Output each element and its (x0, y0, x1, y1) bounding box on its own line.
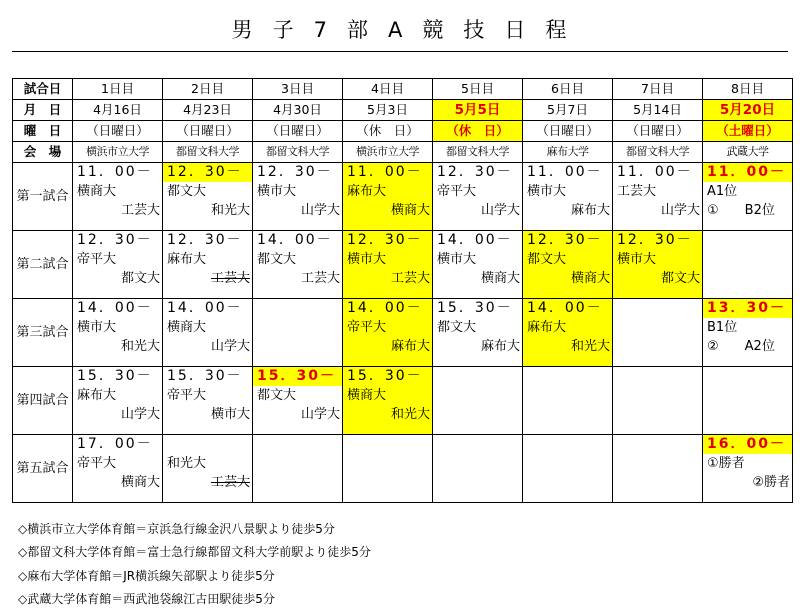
away-team: 山学大 (660, 203, 700, 218)
title-char: 技 (463, 18, 487, 42)
match-time: 16．00－ (703, 435, 792, 454)
weekday-cell: （日曜日） (163, 121, 253, 142)
home-team: ①勝者 (707, 456, 745, 471)
match-time: 11．00－ (347, 164, 423, 180)
match-time: 12．30－ (167, 232, 243, 248)
match-time: 12．30－ (523, 231, 612, 250)
game-label: 第五試合 (13, 435, 73, 503)
game-cell (523, 299, 613, 367)
venue-notes (18, 518, 371, 611)
weekday-cell: （日曜日） (73, 121, 163, 142)
game-cell (73, 231, 163, 299)
date-cell: 5月7日 (523, 100, 613, 121)
away-team: 横商大 (120, 475, 160, 490)
weekday-cell: （土曜日） (703, 121, 793, 142)
home-team: 横市大 (77, 320, 117, 335)
match-time: 15．30－ (167, 368, 243, 384)
day-cell: 3日目 (253, 79, 343, 100)
page-title (160, 14, 640, 44)
home-team: 麻布大 (347, 184, 387, 199)
day-cell: 7日目 (613, 79, 703, 100)
venue-cell: 都留文科大学 (163, 142, 253, 163)
title-char: 日 (504, 18, 528, 42)
home-team: 麻布大 (77, 388, 117, 403)
day-cell: 4日目 (343, 79, 433, 100)
title-char: 男 (231, 18, 255, 42)
home-team: B1位 (707, 320, 738, 335)
date-cell: 4月30日 (253, 100, 343, 121)
date-cell: 4月23日 (163, 100, 253, 121)
match-time: 15．30－ (253, 367, 342, 386)
match-time: 15．30－ (77, 368, 153, 384)
game-cell (523, 163, 613, 231)
away-team: 山学大 (480, 203, 520, 218)
away-team: ② A2位 (707, 339, 775, 354)
game-cell (433, 367, 523, 435)
match-time: 11．00－ (617, 164, 693, 180)
game-label: 第四試合 (13, 367, 73, 435)
weekday-cell: （日曜日） (613, 121, 703, 142)
away-team: 都文大 (660, 271, 700, 286)
game-cell (73, 299, 163, 367)
home-team: 麻布大 (167, 252, 207, 267)
home-team: 都文大 (527, 252, 567, 267)
away-team: 都文大 (120, 271, 160, 286)
home-team: 横商大 (347, 388, 387, 403)
day-cell: 1日目 (73, 79, 163, 100)
match-time: 14．00－ (257, 232, 333, 248)
weekday-label: 曜 日 (13, 121, 73, 142)
away-team: 山学大 (120, 407, 160, 422)
match-time: 11．00－ (527, 164, 603, 180)
match-time: 14．00－ (523, 299, 612, 318)
home-team: A1位 (707, 184, 738, 199)
weekday-cell: （休 日） (343, 121, 433, 142)
game-cell (703, 163, 793, 231)
away-team: 工芸大 (120, 203, 160, 218)
game-cell (73, 367, 163, 435)
game-cell (433, 435, 523, 503)
game-cell (73, 435, 163, 503)
date-cell: 5月5日 (433, 100, 523, 121)
away-team: 山学大 (300, 203, 340, 218)
away-team: 和光大 (120, 339, 160, 354)
day-label: 試合日 (13, 79, 73, 100)
game-cell (703, 435, 793, 503)
away-team: 横商大 (570, 271, 610, 286)
home-team: 麻布大 (527, 320, 567, 335)
game-cell (703, 231, 793, 299)
match-time (163, 435, 252, 454)
match-time: 12．30－ (163, 163, 252, 182)
home-team: 帝平大 (437, 184, 477, 199)
home-team: 工芸大 (617, 184, 657, 199)
game-cell (343, 435, 433, 503)
match-time: 15．30－ (347, 368, 423, 384)
away-team: 和光大 (570, 339, 610, 354)
venue-cell: 横浜市立大学 (343, 142, 433, 163)
away-team: ②勝者 (752, 475, 790, 490)
date-label: 月 日 (13, 100, 73, 121)
away-team: ① B2位 (707, 203, 775, 218)
game-cell (253, 163, 343, 231)
away-team: 山学大 (210, 339, 250, 354)
home-team: 和光大 (167, 456, 207, 471)
weekday-cell: （休 日） (433, 121, 523, 142)
venue-cell: 横浜市立大学 (73, 142, 163, 163)
date-cell: 5月20日 (703, 100, 793, 121)
game-cell (163, 163, 253, 231)
game-cell (523, 367, 613, 435)
match-time: 12．30－ (437, 164, 513, 180)
game-cell (343, 231, 433, 299)
home-team: 都文大 (167, 184, 207, 199)
venue-note: ◇都留文科大学体育館＝富士急行線都留文科大学前駅より徒歩5分 (18, 545, 371, 560)
away-team: 工芸大 (300, 271, 340, 286)
home-team: 横商大 (77, 184, 117, 199)
weekday-cell: （日曜日） (523, 121, 613, 142)
game-cell (523, 231, 613, 299)
title-char: A (388, 18, 405, 42)
away-team: 麻布大 (480, 339, 520, 354)
venue-note: ◇麻布大学体育館＝JR横浜線矢部駅より徒歩5分 (18, 568, 275, 583)
game-cell (613, 367, 703, 435)
venue-note: ◇横浜市立大学体育館＝京浜急行線金沢八景駅より徒歩5分 (18, 522, 335, 536)
game-cell (433, 299, 523, 367)
game-cell (433, 231, 523, 299)
game-cell (163, 299, 253, 367)
match-time: 12．30－ (613, 231, 702, 250)
game-cell (613, 299, 703, 367)
game-cell (163, 367, 253, 435)
venue-note: ◇武蔵大学体育館＝西武池袋線江古田駅徒歩5分 (18, 591, 275, 606)
away-team: 工芸大 (210, 475, 250, 490)
game-cell (703, 367, 793, 435)
date-cell: 4月16日 (73, 100, 163, 121)
schedule-table (12, 78, 793, 503)
home-team: 横市大 (347, 252, 387, 267)
home-team: 横市大 (257, 184, 297, 199)
venue-cell: 武蔵大学 (703, 142, 793, 163)
game-label: 第二試合 (13, 231, 73, 299)
title-char: 程 (545, 18, 569, 42)
match-time: 14．00－ (77, 300, 153, 316)
away-team: 和光大 (210, 203, 250, 218)
home-team: 帝平大 (77, 456, 117, 471)
game-cell (343, 163, 433, 231)
match-time: 13．30－ (703, 299, 792, 318)
away-team: 横市大 (210, 407, 250, 422)
venue-cell: 都留文科大学 (433, 142, 523, 163)
away-team: 和光大 (390, 407, 430, 422)
match-time: 11．00－ (77, 164, 153, 180)
game-cell (343, 299, 433, 367)
match-time: 12．30－ (343, 231, 432, 250)
title-char: 7 (313, 18, 329, 42)
match-time: 17．00－ (77, 436, 153, 452)
game-cell (613, 163, 703, 231)
venue-cell: 都留文科大学 (253, 142, 343, 163)
game-cell (343, 367, 433, 435)
game-cell (73, 163, 163, 231)
game-cell (253, 367, 343, 435)
game-cell (433, 163, 523, 231)
home-team: 帝平大 (167, 388, 207, 403)
game-cell (253, 231, 343, 299)
match-time: 14．00－ (437, 232, 513, 248)
away-team: 麻布大 (570, 203, 610, 218)
venue-cell: 都留文科大学 (613, 142, 703, 163)
venue-label: 会 場 (13, 142, 73, 163)
away-team: 山学大 (300, 407, 340, 422)
title-char: 子 (272, 18, 296, 42)
weekday-cell: （日曜日） (253, 121, 343, 142)
match-time: 11．00－ (703, 163, 792, 182)
home-team: 都文大 (257, 252, 297, 267)
home-team: 帝平大 (77, 252, 117, 267)
game-cell (163, 231, 253, 299)
game-cell (703, 299, 793, 367)
game-label: 第三試合 (13, 299, 73, 367)
away-team: 工芸大 (210, 271, 250, 286)
away-team: 工芸大 (390, 271, 430, 286)
game-cell (523, 435, 613, 503)
game-cell (163, 435, 253, 503)
day-cell: 5日目 (433, 79, 523, 100)
title-char: 部 (347, 18, 370, 42)
away-team: 横商大 (480, 271, 520, 286)
game-label: 第一試合 (13, 163, 73, 231)
home-team: 横市大 (527, 184, 567, 199)
away-team: 横商大 (390, 203, 430, 218)
day-cell: 2日目 (163, 79, 253, 100)
match-time: 15．30－ (437, 300, 513, 316)
game-cell (253, 435, 343, 503)
match-time: 12．30－ (257, 164, 333, 180)
game-cell (253, 299, 343, 367)
match-time: 14．00－ (167, 300, 243, 316)
home-team: 横市大 (437, 252, 477, 267)
away-team: 麻布大 (390, 339, 430, 354)
venue-cell: 麻布大学 (523, 142, 613, 163)
home-team: 横商大 (167, 320, 207, 335)
title-char: 競 (422, 18, 446, 42)
date-cell: 5月14日 (613, 100, 703, 121)
home-team: 帝平大 (347, 320, 387, 335)
home-team: 都文大 (437, 320, 477, 335)
home-team: 都文大 (257, 388, 297, 403)
game-cell (613, 231, 703, 299)
match-time: 14．00－ (347, 300, 423, 316)
day-cell: 6日目 (523, 79, 613, 100)
title-underline (12, 51, 788, 52)
home-team: 横市大 (617, 252, 657, 267)
game-cell (613, 435, 703, 503)
day-cell: 8日目 (703, 79, 793, 100)
date-cell: 5月3日 (343, 100, 433, 121)
match-time: 12．30－ (77, 232, 153, 248)
